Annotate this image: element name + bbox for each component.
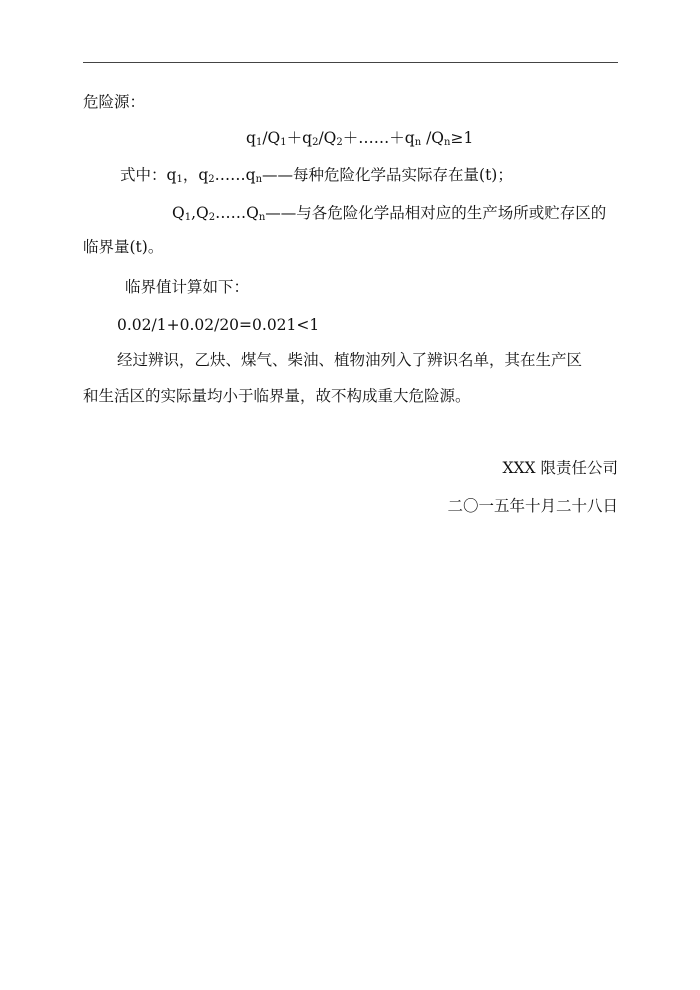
formula-part: q (246, 129, 256, 147)
definition-subscript: 1 (176, 174, 183, 185)
signature-company: XXX 限责任公司 (502, 459, 618, 477)
formula-part: ≥1 (450, 129, 474, 147)
definition-text: ——每种危险化学品实际存在量(t)； (262, 166, 513, 184)
formula-part: /Q (318, 129, 337, 147)
definition-subscript: n (258, 212, 266, 223)
calculation-intro: 临界值计算如下： (125, 278, 250, 296)
formula-part: ＋q (286, 129, 313, 147)
definition-subscript: n (255, 174, 263, 185)
header-rule (83, 62, 618, 63)
definition-q (83, 165, 655, 190)
heading-tail: 危险源： (83, 93, 146, 111)
formula-subscript: 1 (280, 137, 287, 148)
formula-part: ＋……＋q (342, 129, 415, 147)
conclusion-line-2: 和生活区的实际量均小于临界量，故不构成重大危险源。 (83, 387, 471, 405)
formula-subscript: n (414, 137, 422, 148)
formula-subscript: 2 (312, 137, 319, 148)
conclusion-line-1: 经过辨识，乙炔、煤气、柴油、植物油列入了辨识名单，其在生产区 (117, 351, 583, 369)
signature-date: 二〇一五年十月二十八日 (447, 497, 618, 515)
formula-part: /Q (421, 129, 444, 147)
definition-text: ，q (182, 166, 209, 184)
definition-Q-continued: 临界量(t)。 (83, 238, 164, 256)
definition-Q (83, 203, 700, 228)
definition-text: ……q (214, 166, 256, 184)
definition-text: Q (172, 204, 185, 222)
definition-subscript: 1 (184, 212, 192, 223)
calculation: 0.02/1+0.02/20=0.021<1 (117, 316, 320, 334)
formula-subscript: n (444, 137, 451, 148)
definition-subscript: 2 (208, 212, 216, 223)
formula (0, 128, 700, 153)
definition-subscript: 2 (208, 174, 215, 185)
formula-subscript: 1 (255, 137, 263, 148)
definition-text: ——与各危险化学品相对应的生产场所或贮存区的 (265, 204, 607, 222)
definition-text: ,Q (191, 204, 209, 222)
definition-text: 式中：q (120, 166, 177, 184)
definition-text: ……Q (215, 204, 259, 222)
formula-subscript: 2 (336, 137, 343, 148)
formula-part: /Q (262, 129, 281, 147)
